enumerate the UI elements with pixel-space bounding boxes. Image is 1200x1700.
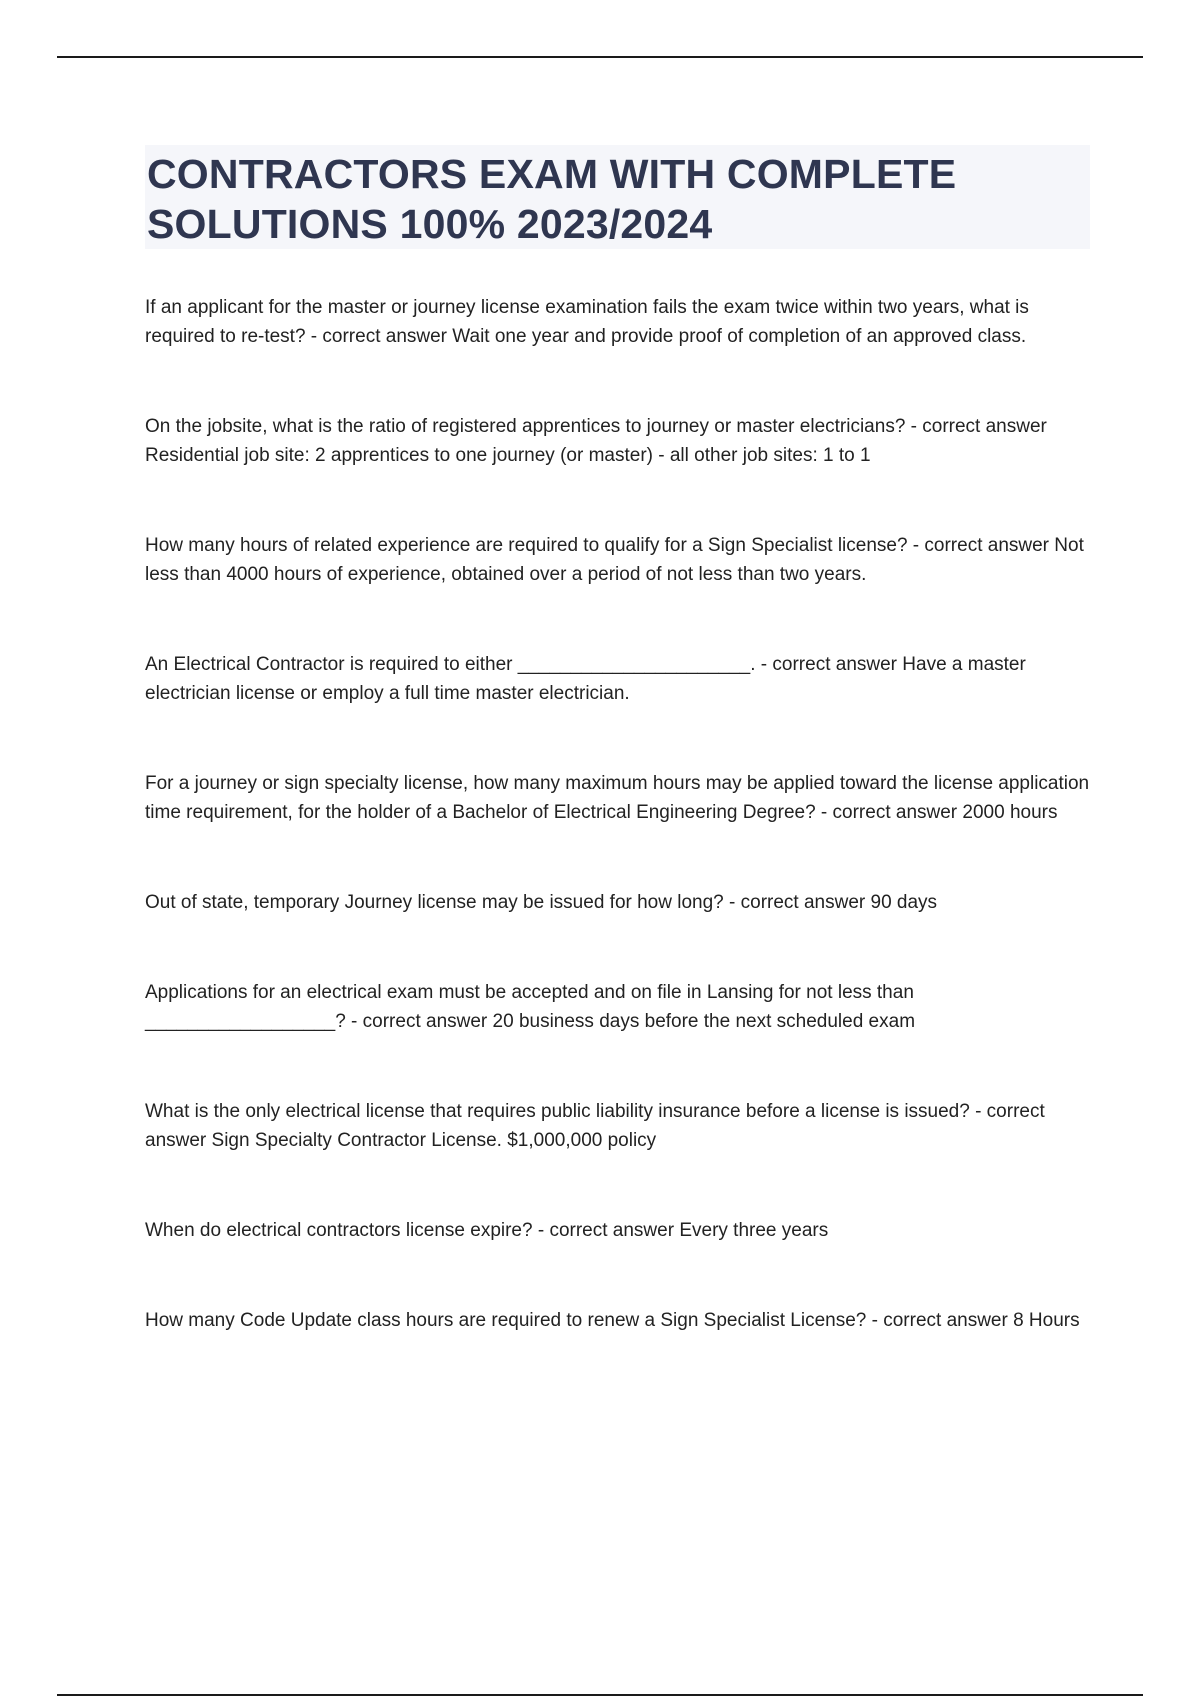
question-list [145,293,1090,1396]
bottom-rule [57,1694,1143,1696]
qa-item-8: What is the only electrical license that requires public liability insurance before a license is issued? - correct answer Sign Specialty Contractor License. $1,000,000 policy [145,1101,1045,1151]
top-rule [57,56,1143,58]
qa-item-10: How many Code Update class hours are required to renew a Sign Specialist License? - correct answer 8 Hours [145,1310,1080,1331]
title-banner [145,145,1090,249]
qa-item-4: An Electrical Contractor is required to either ______________________. - correct answer Have a master electrician license or employ a full time master electrician. [145,654,1026,704]
qa-item-1: If an applicant for the master or journey license examination fails the exam twice within two years, what is required to re-test? - correct answer Wait one year and provide proof of completion of an approved class. [145,297,1029,347]
qa-item-5: For a journey or sign specialty license, how many maximum hours may be applied toward the license application time requirement, for the holder of a Bachelor of Electrical Engineering Degree? - correct answer 2000 hours [145,773,1090,823]
qa-item-2: On the jobsite, what is the ratio of registered apprentices to journey or master electricians? - correct answer Residential job site: 2 apprentices to one journey (or master) - all other job sites: 1 to 1 [145,416,1047,466]
document-title: CONTRACTORS EXAM WITH COMPLETE SOLUTIONS 100% 2023/2024 [147,151,957,247]
qa-item-9: When do electrical contractors license expire? - correct answer Every three years [145,1220,829,1241]
qa-item-7: Applications for an electrical exam must be accepted and on file in Lansing for not less than __________________? - correct answer 20 business days before the next scheduled exam [145,982,916,1032]
qa-item-6: Out of state, temporary Journey license may be issued for how long? - correct answer 90 days [145,892,938,913]
qa-item-3: How many hours of related experience are required to qualify for a Sign Specialist license? - correct answer Not less than 4000 hours of experience, obtained over a period of not less than two years. [145,535,1084,585]
